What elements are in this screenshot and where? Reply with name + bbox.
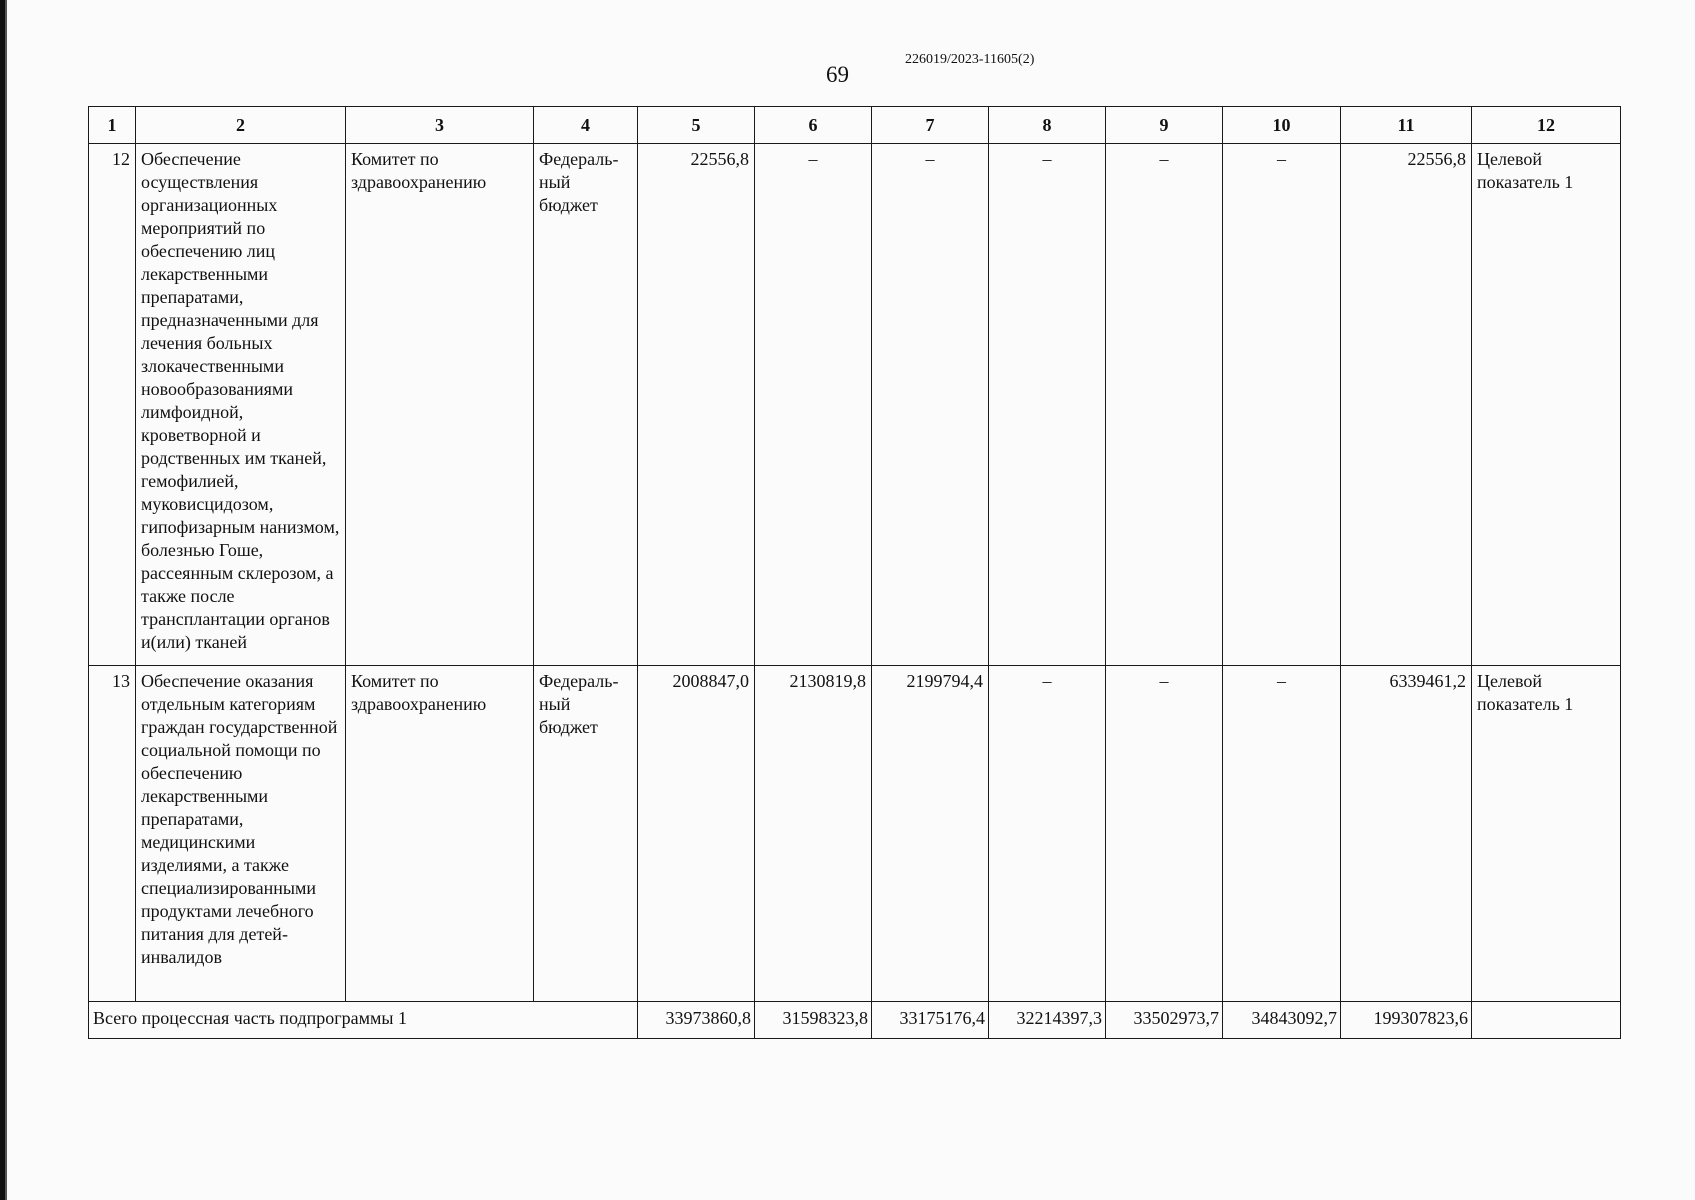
document-id: 226019/2023-11605(2) [905, 52, 1035, 67]
value-col9: – [1106, 144, 1223, 666]
row-number: 13 [89, 666, 136, 1002]
column-header: 9 [1106, 107, 1223, 144]
column-header: 7 [872, 107, 989, 144]
value-col11-total: 22556,8 [1341, 144, 1472, 666]
column-header: 1 [89, 107, 136, 144]
funding-source-text: Федераль- ный бюджет [539, 149, 619, 215]
total-col7: 33175176,4 [872, 1002, 989, 1039]
value-col5: 2008847,0 [638, 666, 755, 1002]
value-col10: – [1223, 666, 1341, 1002]
executor: Комитет по здравоохранению [346, 144, 534, 666]
column-header: 6 [755, 107, 872, 144]
value-col7: – [872, 144, 989, 666]
column-header: 3 [346, 107, 534, 144]
funding-source [534, 666, 638, 1002]
page-number: 69 [826, 62, 849, 87]
value-col8: – [989, 144, 1106, 666]
column-header: 2 [136, 107, 346, 144]
target-indicator: Целевой показатель 1 [1472, 666, 1621, 1002]
value-col8: – [989, 666, 1106, 1002]
column-header: 12 [1472, 107, 1621, 144]
value-col6: – [755, 144, 872, 666]
column-header: 8 [989, 107, 1106, 144]
row-number: 12 [89, 144, 136, 666]
total-label: Всего процессная часть подпрограммы 1 [89, 1002, 638, 1039]
total-col8: 32214397,3 [989, 1002, 1106, 1039]
activity-name: Обеспечение оказания отдельным категориям граждан государственной социальной помощи по обеспечению лекарственными препаратами, медицинскими изделиями, а также специализированными продуктами лечебного питания для детей-инвалидов [136, 666, 346, 1002]
table-row [89, 144, 1621, 666]
scan-edge [0, 0, 9, 1200]
value-col9: – [1106, 666, 1223, 1002]
executor: Комитет по здравоохранению [346, 666, 534, 1002]
table-row [89, 666, 1621, 1002]
total-col12 [1472, 1002, 1621, 1039]
value-col6: 2130819,8 [755, 666, 872, 1002]
column-header: 10 [1223, 107, 1341, 144]
total-col11: 199307823,6 [1341, 1002, 1472, 1039]
value-col10: – [1223, 144, 1341, 666]
total-col5: 33973860,8 [638, 1002, 755, 1039]
total-col6: 31598323,8 [755, 1002, 872, 1039]
value-col7: 2199794,4 [872, 666, 989, 1002]
total-row [89, 1002, 1621, 1039]
value-col11-total: 6339461,2 [1341, 666, 1472, 1002]
column-header: 4 [534, 107, 638, 144]
target-indicator: Целевой показатель 1 [1472, 144, 1621, 666]
total-col10: 34843092,7 [1223, 1002, 1341, 1039]
budget-table [88, 106, 1621, 1039]
table-header-row [89, 107, 1621, 144]
column-header: 11 [1341, 107, 1472, 144]
column-header: 5 [638, 107, 755, 144]
value-col5: 22556,8 [638, 144, 755, 666]
funding-source-text: Федераль- ный бюджет [539, 671, 619, 737]
activity-name: Обеспечение осуществления организационных мероприятий по обеспечению лиц лекарственными препаратами, предназначенными для лечения больных злокачественными новообразованиями лимфоидной, кроветворной и родственных им тканей, гемофилией, муковисцидозом, гипофизарным нанизмом, болезнью Гоше, рассеянным склерозом, а также после трансплантации органов и(или) тканей [136, 144, 346, 666]
total-col9: 33502973,7 [1106, 1002, 1223, 1039]
funding-source [534, 144, 638, 666]
